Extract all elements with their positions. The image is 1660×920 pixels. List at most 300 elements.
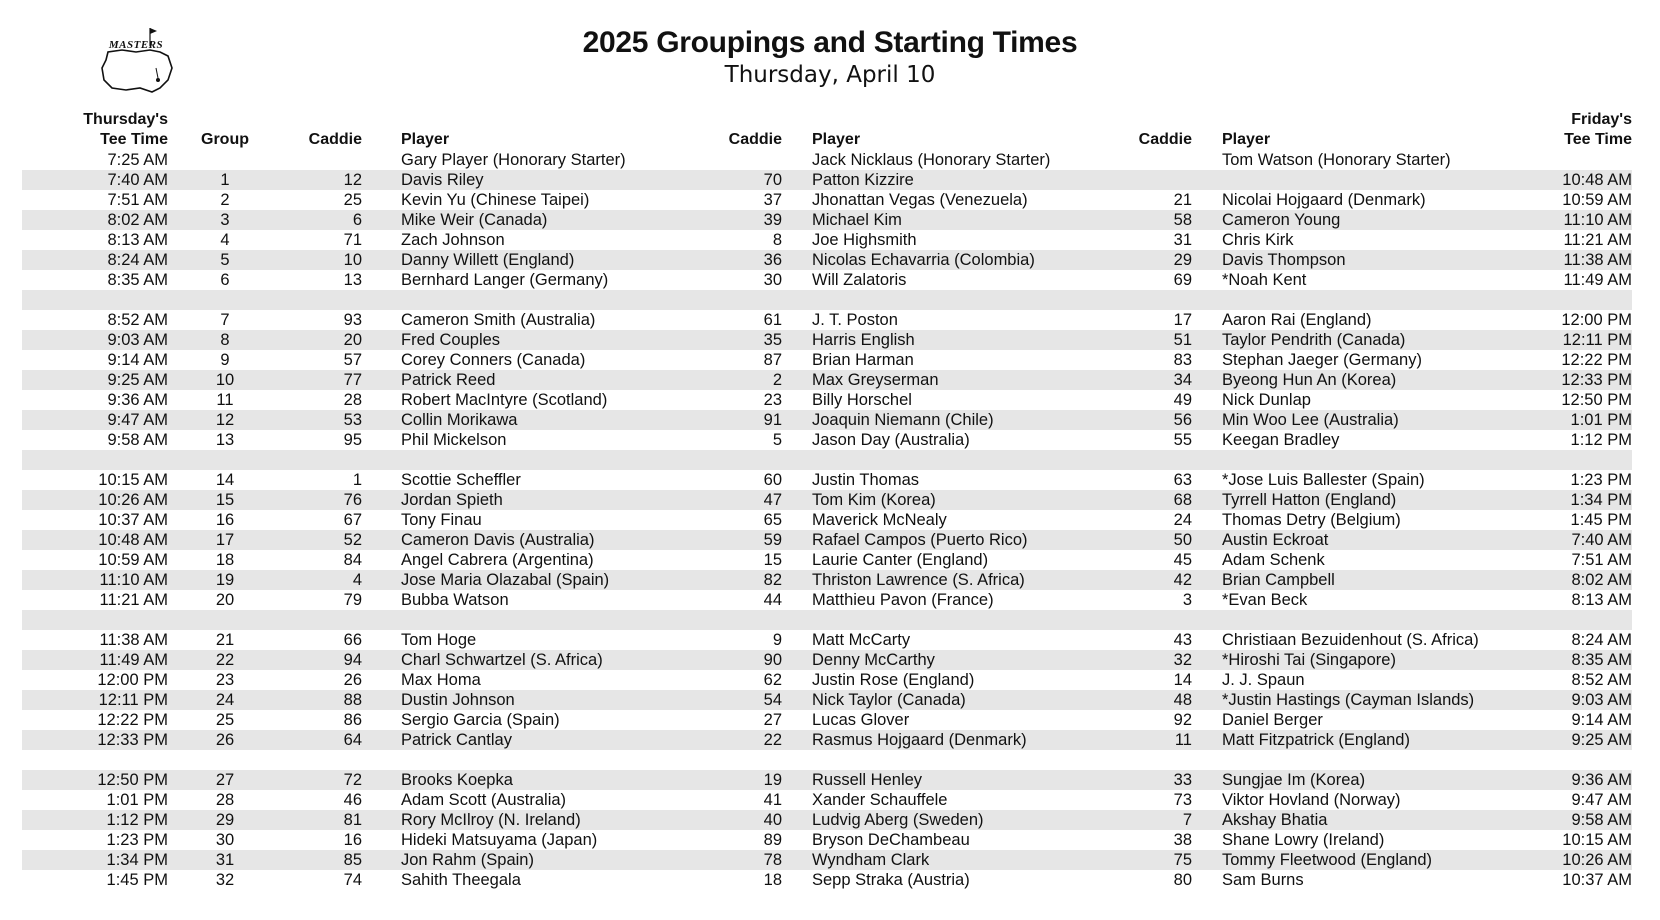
player-name: Max Greyserman bbox=[812, 371, 939, 389]
table-row bbox=[22, 510, 1632, 530]
player-name: Will Zalatoris bbox=[812, 271, 907, 289]
caddie-number: 57 bbox=[343, 351, 362, 369]
player-name: Nicolai Hojgaard (Denmark) bbox=[1222, 191, 1426, 209]
friday-tee-time: 12:00 PM bbox=[1561, 311, 1632, 329]
thursday-tee-time: 1:34 PM bbox=[106, 851, 168, 869]
player-name: Rasmus Hojgaard (Denmark) bbox=[812, 731, 1027, 749]
caddie-number: 62 bbox=[763, 671, 782, 689]
header-player-2: Player bbox=[812, 131, 861, 148]
player-name: Rory McIlroy (N. Ireland) bbox=[401, 811, 581, 829]
caddie-number: 4 bbox=[352, 571, 362, 589]
caddie-number: 11 bbox=[1174, 731, 1192, 749]
spacer-row bbox=[22, 450, 1632, 470]
header-caddie-3: Caddie bbox=[1138, 131, 1192, 148]
friday-tee-time: 10:26 AM bbox=[1562, 851, 1632, 869]
player-name: Tom Hoge bbox=[401, 631, 477, 649]
caddie-number: 28 bbox=[343, 391, 362, 409]
player-name: Robert MacIntyre (Scotland) bbox=[401, 391, 608, 409]
caddie-number: 64 bbox=[343, 731, 362, 749]
table-row bbox=[22, 550, 1632, 570]
table-row bbox=[22, 190, 1632, 210]
player-name: Joe Highsmith bbox=[812, 231, 917, 249]
table-row bbox=[22, 390, 1632, 410]
player-name: Patrick Cantlay bbox=[401, 731, 512, 749]
caddie-number: 25 bbox=[343, 191, 362, 209]
caddie-number: 31 bbox=[1173, 231, 1192, 249]
header-friday-label: Friday's bbox=[1571, 111, 1632, 128]
caddie-number: 30 bbox=[763, 271, 782, 289]
table-row bbox=[22, 370, 1632, 390]
caddie-number: 7 bbox=[1182, 811, 1192, 829]
table-row bbox=[22, 630, 1632, 650]
group-number: 2 bbox=[220, 191, 230, 209]
thursday-tee-time: 12:22 PM bbox=[97, 711, 168, 729]
friday-tee-time: 8:24 AM bbox=[1571, 631, 1632, 649]
player-name: Sepp Straka (Austria) bbox=[812, 871, 970, 889]
player-name: Jordan Spieth bbox=[401, 491, 503, 509]
group-number: 23 bbox=[215, 671, 235, 689]
friday-tee-time: 7:51 AM bbox=[1571, 551, 1632, 569]
player-name: Kevin Yu (Chinese Taipei) bbox=[401, 191, 590, 209]
player-name: Rafael Campos (Puerto Rico) bbox=[812, 531, 1028, 549]
group-number: 29 bbox=[215, 811, 235, 829]
table-row bbox=[22, 270, 1632, 290]
player-name: Davis Thompson bbox=[1222, 251, 1346, 269]
group-number: 25 bbox=[215, 711, 235, 729]
caddie-number: 20 bbox=[343, 331, 362, 349]
group-number: 12 bbox=[215, 411, 235, 429]
group-number: 19 bbox=[215, 571, 235, 589]
player-name: Laurie Canter (England) bbox=[812, 551, 989, 569]
caddie-number: 9 bbox=[772, 631, 782, 649]
friday-tee-time: 9:36 AM bbox=[1571, 771, 1632, 789]
player-name: Jose Maria Olazabal (Spain) bbox=[401, 571, 610, 589]
player-name: Tommy Fleetwood (England) bbox=[1222, 851, 1433, 869]
caddie-number: 91 bbox=[763, 411, 782, 429]
caddie-number: 23 bbox=[763, 391, 782, 409]
caddie-number: 5 bbox=[772, 431, 782, 449]
header-player-3: Player bbox=[1222, 131, 1271, 148]
caddie-number: 55 bbox=[1173, 431, 1192, 449]
player-name: Jon Rahm (Spain) bbox=[401, 851, 534, 869]
thursday-tee-time: 7:51 AM bbox=[107, 191, 168, 209]
thursday-tee-time: 11:38 AM bbox=[99, 631, 168, 649]
player-name: Bubba Watson bbox=[401, 591, 509, 609]
caddie-number: 86 bbox=[343, 711, 362, 729]
player-name: Patton Kizzire bbox=[812, 171, 914, 189]
caddie-number: 17 bbox=[1173, 311, 1192, 329]
friday-tee-time: 10:48 AM bbox=[1562, 171, 1632, 189]
player-name: Lucas Glover bbox=[812, 711, 910, 729]
table-row bbox=[22, 690, 1632, 710]
thursday-tee-time: 1:45 PM bbox=[106, 871, 168, 889]
caddie-number: 56 bbox=[1173, 411, 1192, 429]
player-name: Angel Cabrera (Argentina) bbox=[401, 551, 594, 569]
thursday-tee-time: 7:40 AM bbox=[107, 171, 168, 189]
player-name: Brian Campbell bbox=[1222, 571, 1335, 589]
friday-tee-time: 1:45 PM bbox=[1570, 511, 1632, 529]
header-tee-time-label: Tee Time bbox=[1564, 131, 1632, 148]
group-number: 16 bbox=[215, 511, 235, 529]
group-number: 24 bbox=[215, 691, 235, 709]
table-row bbox=[22, 350, 1632, 370]
friday-tee-time: 11:21 AM bbox=[1563, 231, 1632, 249]
player-name: Joaquin Niemann (Chile) bbox=[812, 411, 994, 429]
player-name: Hideki Matsuyama (Japan) bbox=[401, 831, 598, 849]
player-name: Viktor Hovland (Norway) bbox=[1222, 791, 1401, 809]
honorary-starter-2: Jack Nicklaus (Honorary Starter) bbox=[812, 151, 1051, 169]
player-name: Davis Riley bbox=[401, 171, 484, 189]
player-name: Patrick Reed bbox=[401, 371, 496, 389]
player-name: Adam Scott (Australia) bbox=[401, 791, 567, 809]
caddie-number: 59 bbox=[763, 531, 782, 549]
caddie-number: 12 bbox=[343, 171, 362, 189]
group-number: 3 bbox=[220, 211, 230, 229]
player-name: Charl Schwartzel (S. Africa) bbox=[401, 651, 603, 669]
table-row bbox=[22, 830, 1632, 850]
group-number: 28 bbox=[215, 791, 235, 809]
caddie-number: 10 bbox=[343, 251, 362, 269]
caddie-number: 68 bbox=[1173, 491, 1192, 509]
friday-tee-time: 10:15 AM bbox=[1562, 831, 1632, 849]
thursday-tee-time: 8:52 AM bbox=[107, 311, 168, 329]
player-name: Scottie Scheffler bbox=[401, 471, 521, 489]
table-row bbox=[22, 790, 1632, 810]
caddie-number: 27 bbox=[763, 711, 782, 729]
caddie-number: 94 bbox=[343, 651, 362, 669]
caddie-number: 88 bbox=[343, 691, 362, 709]
player-name: Thriston Lawrence (S. Africa) bbox=[812, 571, 1025, 589]
group-number: 18 bbox=[215, 551, 235, 569]
group-number: 6 bbox=[220, 271, 230, 289]
caddie-number: 66 bbox=[343, 631, 362, 649]
header-caddie-2: Caddie bbox=[728, 131, 782, 148]
player-name: Brian Harman bbox=[812, 351, 914, 369]
group-number: 30 bbox=[215, 831, 235, 849]
thursday-tee-time: 8:13 AM bbox=[107, 231, 168, 249]
thursday-tee-time: 8:02 AM bbox=[107, 211, 168, 229]
friday-tee-time: 12:11 PM bbox=[1562, 331, 1632, 349]
table-row bbox=[22, 310, 1632, 330]
player-name: Cameron Davis (Australia) bbox=[401, 531, 595, 549]
caddie-number: 77 bbox=[343, 371, 362, 389]
player-name: Brooks Koepka bbox=[401, 771, 513, 789]
caddie-number: 16 bbox=[343, 831, 362, 849]
spacer-row bbox=[22, 290, 1632, 310]
table-row bbox=[22, 430, 1632, 450]
caddie-number: 61 bbox=[763, 311, 782, 329]
page-subtitle: Thursday, April 10 bbox=[724, 62, 936, 88]
player-name: Keegan Bradley bbox=[1222, 431, 1340, 449]
caddie-number: 63 bbox=[1173, 471, 1192, 489]
player-name: Chris Kirk bbox=[1222, 231, 1294, 249]
player-name: Xander Schauffele bbox=[812, 791, 948, 809]
thursday-tee-time: 10:26 AM bbox=[98, 491, 168, 509]
player-name: *Jose Luis Ballester (Spain) bbox=[1222, 471, 1425, 489]
player-name: Adam Schenk bbox=[1222, 551, 1325, 569]
friday-tee-time: 1:12 PM bbox=[1570, 431, 1632, 449]
group-number: 22 bbox=[215, 651, 235, 669]
page-title: 2025 Groupings and Starting Times bbox=[582, 26, 1078, 59]
table-row bbox=[22, 230, 1632, 250]
group-number: 8 bbox=[220, 331, 230, 349]
player-name: Matt McCarty bbox=[812, 631, 911, 649]
caddie-number: 81 bbox=[343, 811, 362, 829]
player-name: Aaron Rai (England) bbox=[1222, 311, 1372, 329]
friday-tee-time: 11:10 AM bbox=[1563, 211, 1632, 229]
player-name: Denny McCarthy bbox=[812, 651, 935, 669]
player-name: Thomas Detry (Belgium) bbox=[1222, 511, 1401, 529]
player-name: Russell Henley bbox=[812, 771, 923, 789]
caddie-number: 89 bbox=[763, 831, 782, 849]
thursday-tee-time: 10:48 AM bbox=[98, 531, 168, 549]
caddie-number: 14 bbox=[1173, 671, 1192, 689]
player-name: Akshay Bhatia bbox=[1222, 811, 1328, 829]
caddie-number: 43 bbox=[1173, 631, 1192, 649]
group-number: 11 bbox=[216, 391, 234, 409]
table-row bbox=[22, 470, 1632, 490]
caddie-number: 90 bbox=[763, 651, 782, 669]
caddie-number: 71 bbox=[343, 231, 362, 249]
player-name: Justin Rose (England) bbox=[812, 671, 975, 689]
svg-text:MASTERS: MASTERS bbox=[108, 39, 164, 51]
table-row bbox=[22, 490, 1632, 510]
player-name: Ludvig Aberg (Sweden) bbox=[812, 811, 984, 829]
player-name: Christiaan Bezuidenhout (S. Africa) bbox=[1222, 631, 1479, 649]
caddie-number: 39 bbox=[763, 211, 782, 229]
player-name: *Hiroshi Tai (Singapore) bbox=[1222, 651, 1396, 669]
thursday-tee-time: 12:11 PM bbox=[98, 691, 168, 709]
player-name: Stephan Jaeger (Germany) bbox=[1222, 351, 1422, 369]
player-name: Jhonattan Vegas (Venezuela) bbox=[812, 191, 1028, 209]
player-name: Tom Kim (Korea) bbox=[812, 491, 936, 509]
thursday-tee-time: 1:23 PM bbox=[106, 831, 168, 849]
group-number: 5 bbox=[220, 251, 230, 269]
group-number: 27 bbox=[215, 771, 235, 789]
group-number: 20 bbox=[215, 591, 235, 609]
thursday-tee-time: 9:03 AM bbox=[107, 331, 168, 349]
player-name: Sungjae Im (Korea) bbox=[1222, 771, 1366, 789]
caddie-number: 36 bbox=[763, 251, 782, 269]
player-name: Sergio Garcia (Spain) bbox=[401, 711, 560, 729]
caddie-number: 82 bbox=[763, 571, 782, 589]
friday-tee-time: 8:13 AM bbox=[1571, 591, 1632, 609]
player-name: Tyrrell Hatton (England) bbox=[1222, 491, 1397, 509]
friday-tee-time: 8:02 AM bbox=[1571, 571, 1632, 589]
player-name: Wyndham Clark bbox=[812, 851, 930, 869]
header-caddie-1: Caddie bbox=[308, 131, 362, 148]
caddie-number: 47 bbox=[763, 491, 782, 509]
player-name: Harris English bbox=[812, 331, 915, 349]
caddie-number: 8 bbox=[772, 231, 782, 249]
table-row bbox=[22, 570, 1632, 590]
caddie-number: 34 bbox=[1173, 371, 1192, 389]
header-group: Group bbox=[201, 131, 249, 148]
caddie-number: 3 bbox=[1182, 591, 1192, 609]
caddie-number: 32 bbox=[1173, 651, 1192, 669]
caddie-number: 44 bbox=[763, 591, 782, 609]
thursday-tee-time: 7:25 AM bbox=[107, 151, 168, 169]
caddie-number: 45 bbox=[1173, 551, 1192, 569]
table-row bbox=[22, 410, 1632, 430]
player-name: Shane Lowry (Ireland) bbox=[1222, 831, 1385, 849]
player-name: Bryson DeChambeau bbox=[812, 831, 970, 849]
caddie-number: 40 bbox=[763, 811, 782, 829]
player-name: Zach Johnson bbox=[401, 231, 505, 249]
table-row bbox=[22, 210, 1632, 230]
thursday-tee-time: 10:59 AM bbox=[98, 551, 168, 569]
caddie-number: 48 bbox=[1173, 691, 1192, 709]
group-number: 26 bbox=[215, 731, 235, 749]
caddie-number: 29 bbox=[1173, 251, 1192, 269]
player-name: Fred Couples bbox=[401, 331, 501, 349]
table-row bbox=[22, 810, 1632, 830]
caddie-number: 54 bbox=[763, 691, 782, 709]
caddie-number: 95 bbox=[343, 431, 362, 449]
caddie-number: 49 bbox=[1173, 391, 1192, 409]
thursday-tee-time: 9:58 AM bbox=[107, 431, 168, 449]
friday-tee-time: 10:37 AM bbox=[1562, 871, 1632, 889]
table-row bbox=[22, 710, 1632, 730]
thursday-tee-time: 12:00 PM bbox=[97, 671, 168, 689]
caddie-number: 92 bbox=[1173, 711, 1192, 729]
player-name: Justin Thomas bbox=[812, 471, 919, 489]
thursday-tee-time: 10:15 AM bbox=[98, 471, 168, 489]
header-thursday-tee-time bbox=[22, 110, 168, 150]
table-row bbox=[22, 530, 1632, 550]
caddie-number: 46 bbox=[343, 791, 362, 809]
caddie-number: 1 bbox=[352, 471, 362, 489]
caddie-number: 22 bbox=[763, 731, 782, 749]
caddie-number: 52 bbox=[343, 531, 362, 549]
player-name: J. T. Poston bbox=[812, 311, 898, 329]
friday-tee-time: 10:59 AM bbox=[1562, 191, 1632, 209]
player-name: Matthieu Pavon (France) bbox=[812, 591, 994, 609]
friday-tee-time: 12:22 PM bbox=[1561, 351, 1632, 369]
table-row bbox=[22, 170, 1632, 190]
player-name: Austin Eckroat bbox=[1222, 531, 1329, 549]
caddie-number: 33 bbox=[1173, 771, 1192, 789]
caddie-number: 35 bbox=[763, 331, 782, 349]
caddie-number: 83 bbox=[1173, 351, 1192, 369]
player-name: Taylor Pendrith (Canada) bbox=[1222, 331, 1406, 349]
honorary-starter-1: Gary Player (Honorary Starter) bbox=[401, 151, 626, 169]
caddie-number: 53 bbox=[343, 411, 362, 429]
caddie-number: 93 bbox=[343, 311, 362, 329]
caddie-number: 58 bbox=[1173, 211, 1192, 229]
group-number: 32 bbox=[215, 871, 235, 889]
honorary-starter-3: Tom Watson (Honorary Starter) bbox=[1222, 151, 1451, 169]
caddie-number: 19 bbox=[763, 771, 782, 789]
caddie-number: 72 bbox=[343, 771, 362, 789]
thursday-tee-time: 1:01 PM bbox=[106, 791, 168, 809]
caddie-number: 69 bbox=[1173, 271, 1192, 289]
thursday-tee-time: 8:24 AM bbox=[107, 251, 168, 269]
caddie-number: 70 bbox=[763, 171, 782, 189]
player-name: Byeong Hun An (Korea) bbox=[1222, 371, 1397, 389]
caddie-number: 80 bbox=[1173, 871, 1192, 889]
thursday-tee-time: 9:14 AM bbox=[107, 351, 168, 369]
caddie-number: 67 bbox=[343, 511, 362, 529]
player-name: Nicolas Echavarria (Colombia) bbox=[812, 251, 1035, 269]
thursday-tee-time: 12:50 PM bbox=[97, 771, 168, 789]
caddie-number: 13 bbox=[343, 271, 362, 289]
caddie-number: 15 bbox=[763, 551, 782, 569]
caddie-number: 21 bbox=[1173, 191, 1192, 209]
friday-tee-time: 1:34 PM bbox=[1570, 491, 1632, 509]
group-number: 10 bbox=[215, 371, 235, 389]
header-thursday-label: Thursday's bbox=[83, 111, 168, 128]
header-tee-time-label: Tee Time bbox=[100, 131, 168, 148]
player-name: Tony Finau bbox=[401, 511, 482, 529]
player-name: Billy Horschel bbox=[812, 391, 912, 409]
thursday-tee-time: 11:10 AM bbox=[99, 571, 168, 589]
player-name: Max Homa bbox=[401, 671, 481, 689]
caddie-number: 85 bbox=[343, 851, 362, 869]
table-row bbox=[22, 670, 1632, 690]
player-name: Daniel Berger bbox=[1222, 711, 1323, 729]
group-number: 17 bbox=[215, 531, 235, 549]
friday-tee-time: 8:52 AM bbox=[1571, 671, 1632, 689]
friday-tee-time: 8:35 AM bbox=[1571, 651, 1632, 669]
thursday-tee-time: 9:25 AM bbox=[107, 371, 168, 389]
caddie-number: 76 bbox=[343, 491, 362, 509]
caddie-number: 2 bbox=[772, 371, 782, 389]
player-name: J. J. Spaun bbox=[1222, 671, 1305, 689]
honorary-starters-row bbox=[22, 150, 1632, 170]
group-number: 13 bbox=[215, 431, 235, 449]
player-name: Bernhard Langer (Germany) bbox=[401, 271, 609, 289]
header-player-1: Player bbox=[401, 131, 450, 148]
table-row bbox=[22, 850, 1632, 870]
friday-tee-time: 9:58 AM bbox=[1571, 811, 1632, 829]
friday-tee-time: 9:25 AM bbox=[1571, 731, 1632, 749]
player-name: Nick Dunlap bbox=[1222, 391, 1311, 409]
player-name: Corey Conners (Canada) bbox=[401, 351, 586, 369]
caddie-number: 24 bbox=[1173, 511, 1192, 529]
group-number: 4 bbox=[220, 231, 230, 249]
friday-tee-time: 11:49 AM bbox=[1563, 271, 1632, 289]
caddie-number: 42 bbox=[1173, 571, 1192, 589]
thursday-tee-time: 11:49 AM bbox=[99, 651, 168, 669]
caddie-number: 75 bbox=[1173, 851, 1192, 869]
player-name: Cameron Young bbox=[1222, 211, 1341, 229]
player-name: Michael Kim bbox=[812, 211, 902, 229]
player-name: *Evan Beck bbox=[1222, 591, 1308, 609]
caddie-number: 6 bbox=[352, 211, 362, 229]
thursday-tee-time: 10:37 AM bbox=[98, 511, 168, 529]
caddie-number: 65 bbox=[763, 511, 782, 529]
caddie-number: 84 bbox=[343, 551, 362, 569]
spacer-row bbox=[22, 610, 1632, 630]
thursday-tee-time: 8:35 AM bbox=[107, 271, 168, 289]
group-number: 14 bbox=[215, 471, 235, 489]
caddie-number: 78 bbox=[763, 851, 782, 869]
player-name: Danny Willett (England) bbox=[401, 251, 575, 269]
thursday-tee-time: 1:12 PM bbox=[106, 811, 168, 829]
table-row bbox=[22, 730, 1632, 750]
group-number: 21 bbox=[215, 631, 235, 649]
caddie-number: 74 bbox=[343, 871, 362, 889]
player-name: *Justin Hastings (Cayman Islands) bbox=[1222, 691, 1475, 709]
thursday-tee-time: 9:47 AM bbox=[107, 411, 168, 429]
caddie-number: 18 bbox=[763, 871, 782, 889]
player-name: Sam Burns bbox=[1222, 871, 1304, 889]
caddie-number: 60 bbox=[763, 471, 782, 489]
friday-tee-time: 12:50 PM bbox=[1561, 391, 1632, 409]
friday-tee-time: 11:38 AM bbox=[1563, 251, 1632, 269]
table-row bbox=[22, 590, 1632, 610]
